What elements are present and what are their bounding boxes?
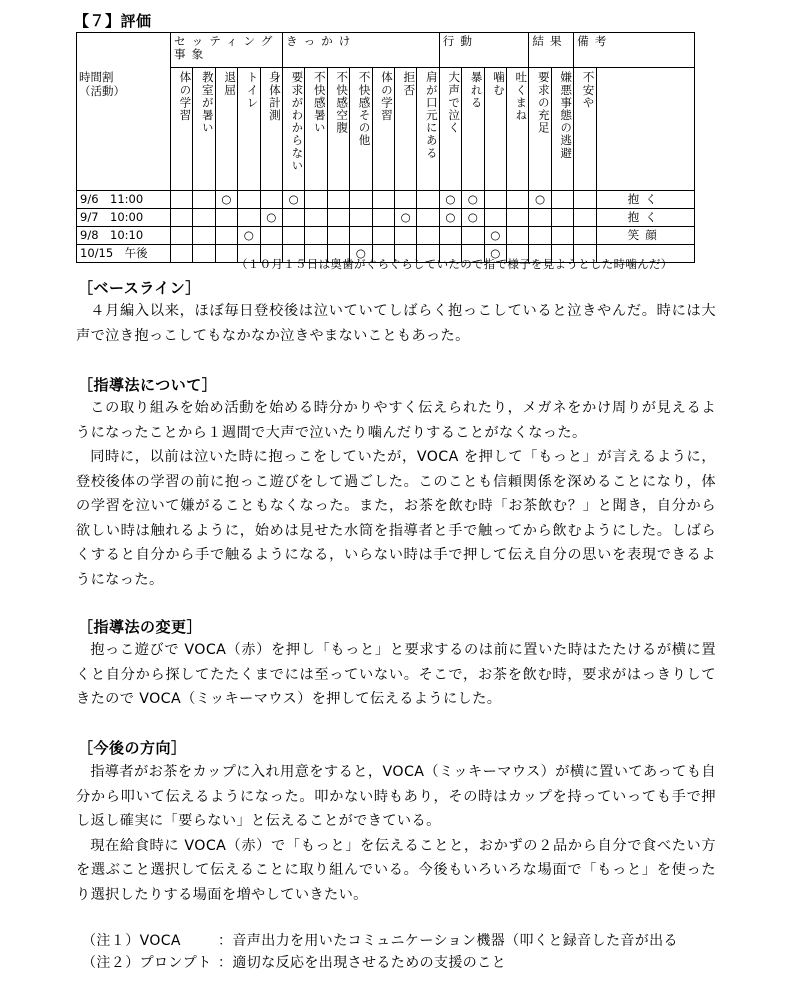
mark-cell bbox=[215, 244, 237, 262]
mark-cell bbox=[574, 226, 596, 244]
mark-cell: ○ bbox=[238, 226, 260, 244]
baseline-title: ［ベースライン］ bbox=[78, 279, 201, 297]
mark-cell: ○ bbox=[484, 244, 506, 262]
mark-cell bbox=[506, 226, 528, 244]
column-header-3: 退屈 bbox=[215, 68, 237, 191]
mark-cell bbox=[417, 190, 439, 208]
footnote-2 bbox=[82, 952, 742, 974]
change-text bbox=[76, 638, 716, 712]
row-time-label: 9/8 10:10 bbox=[77, 226, 171, 244]
footnote-2-value: ：適切な反応を出現させるための支援のこと bbox=[218, 955, 506, 971]
mark-cell bbox=[506, 208, 528, 226]
footnote-1 bbox=[82, 930, 742, 952]
method-paragraph-1: この取り組みを始め活動を始める時分かりやすく伝えられたり，メガネをかけ周りが見えるようになったことから１週間で大声で泣いたり噛んだりすることがなくなった。 bbox=[76, 400, 716, 441]
method-text bbox=[76, 396, 716, 592]
mark-cell bbox=[193, 244, 215, 262]
column-header-12: 肩が口元にある bbox=[417, 68, 439, 191]
mark-cell: ○ bbox=[260, 208, 282, 226]
column-header-4: トイレ bbox=[238, 68, 260, 191]
group-header-setting: セッティング事象 bbox=[171, 33, 283, 68]
mark-cell: ○ bbox=[439, 208, 461, 226]
mark-cell bbox=[238, 208, 260, 226]
evaluation-table bbox=[76, 32, 695, 263]
method-paragraph-2: 同時に，以前は泣いた時に抱っこをしていたが，VOCA を押して「もっと」が言えるように，登校後体の学習の前に抱っこ遊びをして過ごした。このことも信頼関係を深めることになり，体の学習を泣いて嫌がることもなくなった。また，お茶を飲む時「お茶飲む？」と聞き，自分から欲しい時は触れるように，始めは見せた水筒を指導者と手で触ってから飲むようにした。しばらくすると自分から手で触るようになる，いらない時は手で押して伝え自分の思いを表現できるようになった。 bbox=[76, 449, 716, 588]
row-time-label: 9/7 10:00 bbox=[77, 208, 171, 226]
table-note: （１０月１５日は奥歯がぐらぐらしていたので指で様子を見ようとした時噛んだ） bbox=[236, 257, 673, 271]
column-header-18: 嫌悪事態の逃避 bbox=[551, 68, 573, 191]
mark-cell bbox=[439, 226, 461, 244]
mark-cell bbox=[529, 226, 551, 244]
mark-cell bbox=[305, 190, 327, 208]
remark-cell: 抱く bbox=[596, 208, 694, 226]
mark-cell bbox=[417, 208, 439, 226]
mark-cell bbox=[327, 208, 349, 226]
mark-cell bbox=[372, 226, 394, 244]
baseline-paragraph: ４月編入以来，ほぼ毎日登校後は泣いていてしばらく抱っこしていると泣きやんだ。時には大声で泣き抱っこしてもなかなか泣きやまないこともあった。 bbox=[76, 303, 716, 344]
mark-cell bbox=[394, 190, 416, 208]
future-paragraph-2: 現在給食時に VOCA（赤）で「もっと」を伝えることと，おかずの２品から自分で食べたい方を選ぶこと選択して伝えることに取り組んでいる。今後もいろいろな場面で「もっと」を使ったり選択したりする場面を増やしていきたい。 bbox=[76, 837, 716, 903]
mark-cell bbox=[574, 190, 596, 208]
group-header-row bbox=[77, 33, 695, 68]
mark-cell bbox=[171, 226, 193, 244]
mark-cell bbox=[260, 190, 282, 208]
mark-cell: ○ bbox=[215, 190, 237, 208]
column-header-row bbox=[77, 68, 695, 191]
group-header-result: 結果 bbox=[529, 33, 574, 68]
mark-cell bbox=[350, 190, 372, 208]
column-header-11: 拒否 bbox=[394, 68, 416, 191]
mark-cell bbox=[350, 226, 372, 244]
column-header-10: 体の学習 bbox=[372, 68, 394, 191]
mark-cell bbox=[372, 190, 394, 208]
corner-cell bbox=[77, 33, 171, 68]
mark-cell bbox=[305, 208, 327, 226]
mark-cell bbox=[282, 226, 304, 244]
group-header-trigger: きっかけ bbox=[282, 33, 439, 68]
group-header-remarks: 備考 bbox=[574, 33, 695, 68]
mark-cell: ○ bbox=[350, 244, 372, 262]
mark-cell bbox=[327, 226, 349, 244]
mark-cell: ○ bbox=[394, 208, 416, 226]
future-title: ［今後の方向］ bbox=[78, 739, 187, 757]
mark-cell bbox=[484, 208, 506, 226]
remark-cell: 笑顔 bbox=[596, 226, 694, 244]
future-paragraph-1: 指導者がお茶をカップに入れ用意をすると，VOCA（ミッキーマウス）が横に置いてあっても自分から叩いて伝えるようになった。叩かない時もあり，その時はカップを持っていっても手で押し返し確実に「要らない」と伝えることができている。 bbox=[76, 764, 716, 829]
change-title: ［指導法の変更］ bbox=[78, 618, 203, 636]
row-time-label: 9/6 11:00 bbox=[77, 190, 171, 208]
footnote-2-key: （注２）プロンプト bbox=[82, 955, 212, 971]
remarks-header-cell bbox=[596, 68, 694, 191]
footnote-1-value: ：音声出力を用いたコミュニケーション機器（叩くと録音した音が出る bbox=[218, 933, 678, 949]
mark-cell bbox=[551, 226, 573, 244]
remark-cell: 抱く bbox=[596, 190, 694, 208]
mark-cell: ○ bbox=[439, 190, 461, 208]
mark-cell bbox=[171, 208, 193, 226]
time-header: 時間割 （活動） bbox=[77, 68, 171, 191]
mark-cell bbox=[372, 208, 394, 226]
column-header-6: 要求がわからない bbox=[282, 68, 304, 191]
column-header-7: 不快感暑い bbox=[305, 68, 327, 191]
table-row bbox=[77, 190, 695, 208]
baseline-text bbox=[76, 299, 716, 348]
row-time-label: 10/15 午後 bbox=[77, 244, 171, 262]
table-row bbox=[77, 226, 695, 244]
mark-cell bbox=[282, 208, 304, 226]
mark-cell bbox=[462, 226, 484, 244]
mark-cell bbox=[193, 208, 215, 226]
mark-cell bbox=[506, 190, 528, 208]
mark-cell: ○ bbox=[529, 190, 551, 208]
mark-cell bbox=[193, 190, 215, 208]
mark-cell: ○ bbox=[282, 190, 304, 208]
mark-cell bbox=[238, 190, 260, 208]
mark-cell bbox=[305, 226, 327, 244]
table-row bbox=[77, 208, 695, 226]
column-header-17: 要求の充足 bbox=[529, 68, 551, 191]
mark-cell: ○ bbox=[484, 226, 506, 244]
mark-cell bbox=[260, 226, 282, 244]
column-header-15: 噛む bbox=[484, 68, 506, 191]
mark-cell bbox=[171, 190, 193, 208]
mark-cell bbox=[484, 190, 506, 208]
mark-cell bbox=[417, 226, 439, 244]
mark-cell: ○ bbox=[462, 190, 484, 208]
column-header-5: 身体計測 bbox=[260, 68, 282, 191]
column-header-2: 教室が暑い bbox=[193, 68, 215, 191]
mark-cell: ○ bbox=[462, 208, 484, 226]
column-header-9: 不快感その他 bbox=[350, 68, 372, 191]
column-header-14: 暴れる bbox=[462, 68, 484, 191]
column-header-13: 大声で泣く bbox=[439, 68, 461, 191]
column-header-19: 不安や bbox=[574, 68, 596, 191]
change-paragraph: 抱っこ遊びで VOCA（赤）を押し「もっと」と要求するのは前に置いた時はたたけるが横に置くと自分から探してたたくまでには至っていない。そこで，お茶を飲む時，要求がはっきりしてきたので VOCA（ミッキーマウス）を押して伝えるようにした。 bbox=[76, 642, 716, 707]
footnotes bbox=[82, 930, 742, 974]
mark-cell bbox=[551, 208, 573, 226]
mark-cell bbox=[551, 190, 573, 208]
mark-cell bbox=[574, 208, 596, 226]
section-title: 【７】評価 bbox=[74, 12, 152, 30]
footnote-1-key: （注１）VOCA bbox=[82, 933, 181, 949]
mark-cell bbox=[193, 226, 215, 244]
mark-cell bbox=[215, 226, 237, 244]
mark-cell bbox=[215, 208, 237, 226]
mark-cell bbox=[529, 208, 551, 226]
column-header-8: 不快感空腹 bbox=[327, 68, 349, 191]
mark-cell bbox=[327, 190, 349, 208]
column-header-16: 吐くまね bbox=[506, 68, 528, 191]
mark-cell bbox=[350, 208, 372, 226]
group-header-behavior: 行動 bbox=[439, 33, 529, 68]
future-text bbox=[76, 760, 716, 907]
column-header-1: 体の学習 bbox=[171, 68, 193, 191]
mark-cell bbox=[394, 226, 416, 244]
method-title: ［指導法について］ bbox=[78, 376, 218, 394]
mark-cell bbox=[171, 244, 193, 262]
